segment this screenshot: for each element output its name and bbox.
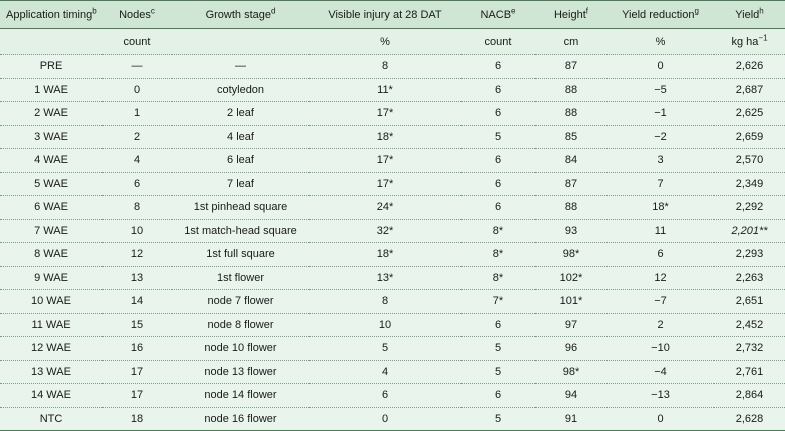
cell-application-timing: 5 WAE	[0, 172, 102, 196]
cell-yield: 2,292	[714, 196, 785, 220]
cell-yield: 2,687	[714, 78, 785, 102]
cell-nacb: 7*	[461, 290, 535, 314]
cell-nodes: 10	[102, 219, 172, 243]
cell-nodes: 16	[102, 337, 172, 361]
footnote-marker: d	[270, 5, 276, 15]
cell-growth-stage: node 7 flower	[172, 290, 309, 314]
cell-yield: 2,761	[714, 360, 785, 384]
cell-nacb: 5	[461, 407, 535, 431]
unit-nodes: count	[102, 29, 172, 55]
cell-yield-reduction: 11	[607, 219, 714, 243]
cell-yield: 2,659	[714, 125, 785, 149]
cell-application-timing: 8 WAE	[0, 243, 102, 267]
cell-nacb: 8*	[461, 266, 535, 290]
cell-nodes: 17	[102, 360, 172, 384]
cell-nacb: 6	[461, 78, 535, 102]
footnote-marker: c	[150, 5, 155, 15]
unit-yield	[714, 29, 785, 55]
cell-growth-stage: cotyledon	[172, 78, 309, 102]
cell-visible-injury: 11*	[309, 78, 461, 102]
table-row	[0, 266, 785, 290]
cell-growth-stage: —	[172, 55, 309, 79]
cell-height: 88	[535, 102, 607, 126]
table-row	[0, 360, 785, 384]
cell-application-timing: 10 WAE	[0, 290, 102, 314]
cell-visible-injury: 17*	[309, 172, 461, 196]
footnote-marker: h	[759, 5, 764, 15]
cell-application-timing: NTC	[0, 407, 102, 431]
unit-application-timing	[0, 29, 102, 55]
cell-height: 93	[535, 219, 607, 243]
cell-nacb: 5	[461, 360, 535, 384]
cell-application-timing: 6 WAE	[0, 196, 102, 220]
cell-growth-stage: 1st pinhead square	[172, 196, 309, 220]
column-header-label: Height	[553, 8, 586, 21]
cell-nodes: 13	[102, 266, 172, 290]
cell-nacb: 6	[461, 313, 535, 337]
cell-application-timing: 9 WAE	[0, 266, 102, 290]
cell-yield-reduction: −2	[607, 125, 714, 149]
cell-yield: 2,293	[714, 243, 785, 267]
cell-application-timing: 12 WAE	[0, 337, 102, 361]
cell-application-timing: 14 WAE	[0, 384, 102, 408]
table-body	[0, 55, 785, 431]
cell-yield: 2,452	[714, 313, 785, 337]
cell-application-timing: 1 WAE	[0, 78, 102, 102]
cell-yield: 2,625	[714, 102, 785, 126]
cell-nodes: 12	[102, 243, 172, 267]
cell-nodes: 0	[102, 78, 172, 102]
cell-height: 97	[535, 313, 607, 337]
column-header-application-timing	[0, 1, 102, 29]
cell-nacb: 6	[461, 172, 535, 196]
cell-yield-reduction: 3	[607, 149, 714, 173]
unit-yield-reduction: %	[607, 29, 714, 55]
cell-visible-injury: 0	[309, 407, 461, 431]
cell-height: 98*	[535, 243, 607, 267]
table-row	[0, 313, 785, 337]
cell-nacb: 5	[461, 125, 535, 149]
column-header-label: Yield	[735, 8, 760, 21]
cell-application-timing: 13 WAE	[0, 360, 102, 384]
table-row	[0, 149, 785, 173]
cell-yield: 2,570	[714, 149, 785, 173]
cell-nacb: 6	[461, 384, 535, 408]
cell-height: 91	[535, 407, 607, 431]
column-header-label: Visible injury at 28 DAT	[328, 8, 442, 21]
column-header-yield	[714, 1, 785, 29]
table-row	[0, 243, 785, 267]
cell-height: 88	[535, 196, 607, 220]
cell-nacb: 6	[461, 149, 535, 173]
cell-growth-stage: 4 leaf	[172, 125, 309, 149]
cell-height: 96	[535, 337, 607, 361]
cell-nodes: 18	[102, 407, 172, 431]
cell-yield: 2,263	[714, 266, 785, 290]
footnote-marker: g	[694, 5, 699, 15]
column-header-label: NACB	[480, 8, 512, 21]
footnote-marker: f	[585, 5, 589, 15]
cell-application-timing: 11 WAE	[0, 313, 102, 337]
footnote-marker: e	[511, 5, 516, 15]
unit-height: cm	[535, 29, 607, 55]
table-row	[0, 102, 785, 126]
cell-visible-injury: 13*	[309, 266, 461, 290]
cell-height: 85	[535, 125, 607, 149]
cell-height: 84	[535, 149, 607, 173]
cell-yield: 2,732	[714, 337, 785, 361]
cell-visible-injury: 17*	[309, 102, 461, 126]
table-row	[0, 290, 785, 314]
cell-nodes: 17	[102, 384, 172, 408]
table-row	[0, 337, 785, 361]
unit-growth-stage	[172, 29, 309, 55]
cell-yield-reduction: 0	[607, 55, 714, 79]
cell-height: 102*	[535, 266, 607, 290]
table-row	[0, 196, 785, 220]
cell-visible-injury: 24*	[309, 196, 461, 220]
cell-yield: 2,349	[714, 172, 785, 196]
cell-yield-reduction: 0	[607, 407, 714, 431]
table-row	[0, 125, 785, 149]
cell-yield-reduction: −1	[607, 102, 714, 126]
cell-height: 87	[535, 55, 607, 79]
table-header-row	[0, 1, 785, 29]
cell-visible-injury: 5	[309, 337, 461, 361]
cell-yield-reduction: −4	[607, 360, 714, 384]
cell-application-timing: 7 WAE	[0, 219, 102, 243]
cell-visible-injury: 18*	[309, 243, 461, 267]
column-header-yield-reduction	[607, 1, 714, 29]
cell-growth-stage: node 10 flower	[172, 337, 309, 361]
cell-visible-injury: 18*	[309, 125, 461, 149]
cell-yield-reduction: −10	[607, 337, 714, 361]
cell-nodes: 15	[102, 313, 172, 337]
cell-yield-reduction: 12	[607, 266, 714, 290]
table-header	[0, 1, 785, 55]
cell-visible-injury: 17*	[309, 149, 461, 173]
cell-growth-stage: 1st match-head square	[172, 219, 309, 243]
unit-visible-injury: %	[309, 29, 461, 55]
cell-growth-stage: node 13 flower	[172, 360, 309, 384]
cell-growth-stage: node 14 flower	[172, 384, 309, 408]
cell-nodes: 14	[102, 290, 172, 314]
cell-visible-injury: 6	[309, 384, 461, 408]
cell-yield: 2,626	[714, 55, 785, 79]
cell-nacb: 5	[461, 337, 535, 361]
cell-nacb: 6	[461, 102, 535, 126]
cell-growth-stage: 1st flower	[172, 266, 309, 290]
cell-nacb: 6	[461, 196, 535, 220]
cell-visible-injury: 4	[309, 360, 461, 384]
cell-visible-injury: 32*	[309, 219, 461, 243]
table-row	[0, 55, 785, 79]
column-header-visible-injury	[309, 1, 461, 29]
cell-yield-reduction: 18*	[607, 196, 714, 220]
cell-height: 101*	[535, 290, 607, 314]
unit-yield-text: kg ha	[731, 35, 759, 48]
cell-height: 98*	[535, 360, 607, 384]
column-header-nacb	[461, 1, 535, 29]
cell-yield: 2,628	[714, 407, 785, 431]
cell-nodes: 4	[102, 149, 172, 173]
cell-visible-injury: 10	[309, 313, 461, 337]
table-row	[0, 219, 785, 243]
cell-yield-reduction: 2	[607, 313, 714, 337]
cell-application-timing: 3 WAE	[0, 125, 102, 149]
cell-height: 88	[535, 78, 607, 102]
cell-nacb: 8*	[461, 219, 535, 243]
cell-growth-stage: 6 leaf	[172, 149, 309, 173]
cell-yield-reduction: −13	[607, 384, 714, 408]
cell-height: 87	[535, 172, 607, 196]
cell-application-timing: PRE	[0, 55, 102, 79]
column-header-label: Yield reduction	[622, 8, 695, 21]
footnote-marker: b	[92, 5, 97, 15]
cell-yield-reduction: −5	[607, 78, 714, 102]
cell-yield-reduction: 6	[607, 243, 714, 267]
cell-nodes: 1	[102, 102, 172, 126]
unit-nacb: count	[461, 29, 535, 55]
unit-yield-exponent: −1	[758, 32, 768, 42]
cell-growth-stage: 1st full square	[172, 243, 309, 267]
column-header-label: Application timing	[6, 8, 93, 21]
column-header-growth-stage	[172, 1, 309, 29]
table-units-row	[0, 29, 785, 55]
column-header-height	[535, 1, 607, 29]
cell-yield: 2,201**	[714, 219, 785, 243]
cell-nodes: 6	[102, 172, 172, 196]
cell-yield: 2,651	[714, 290, 785, 314]
cell-nodes: 2	[102, 125, 172, 149]
cell-yield-reduction: −7	[607, 290, 714, 314]
cell-nacb: 6	[461, 55, 535, 79]
cell-nodes: 8	[102, 196, 172, 220]
cell-growth-stage: 2 leaf	[172, 102, 309, 126]
table-row	[0, 407, 785, 431]
cell-visible-injury: 8	[309, 290, 461, 314]
table-row	[0, 172, 785, 196]
cell-growth-stage: node 16 flower	[172, 407, 309, 431]
table-row	[0, 78, 785, 102]
column-header-label: Growth stage	[205, 8, 271, 21]
cell-growth-stage: 7 leaf	[172, 172, 309, 196]
cell-yield: 2,864	[714, 384, 785, 408]
cell-visible-injury: 8	[309, 55, 461, 79]
cell-nodes: —	[102, 55, 172, 79]
cell-application-timing: 2 WAE	[0, 102, 102, 126]
cell-nacb: 8*	[461, 243, 535, 267]
cell-growth-stage: node 8 flower	[172, 313, 309, 337]
cell-application-timing: 4 WAE	[0, 149, 102, 173]
cell-height: 94	[535, 384, 607, 408]
table-row	[0, 384, 785, 408]
column-header-label: Nodes	[119, 8, 151, 21]
cell-yield-reduction: 7	[607, 172, 714, 196]
column-header-nodes	[102, 1, 172, 29]
